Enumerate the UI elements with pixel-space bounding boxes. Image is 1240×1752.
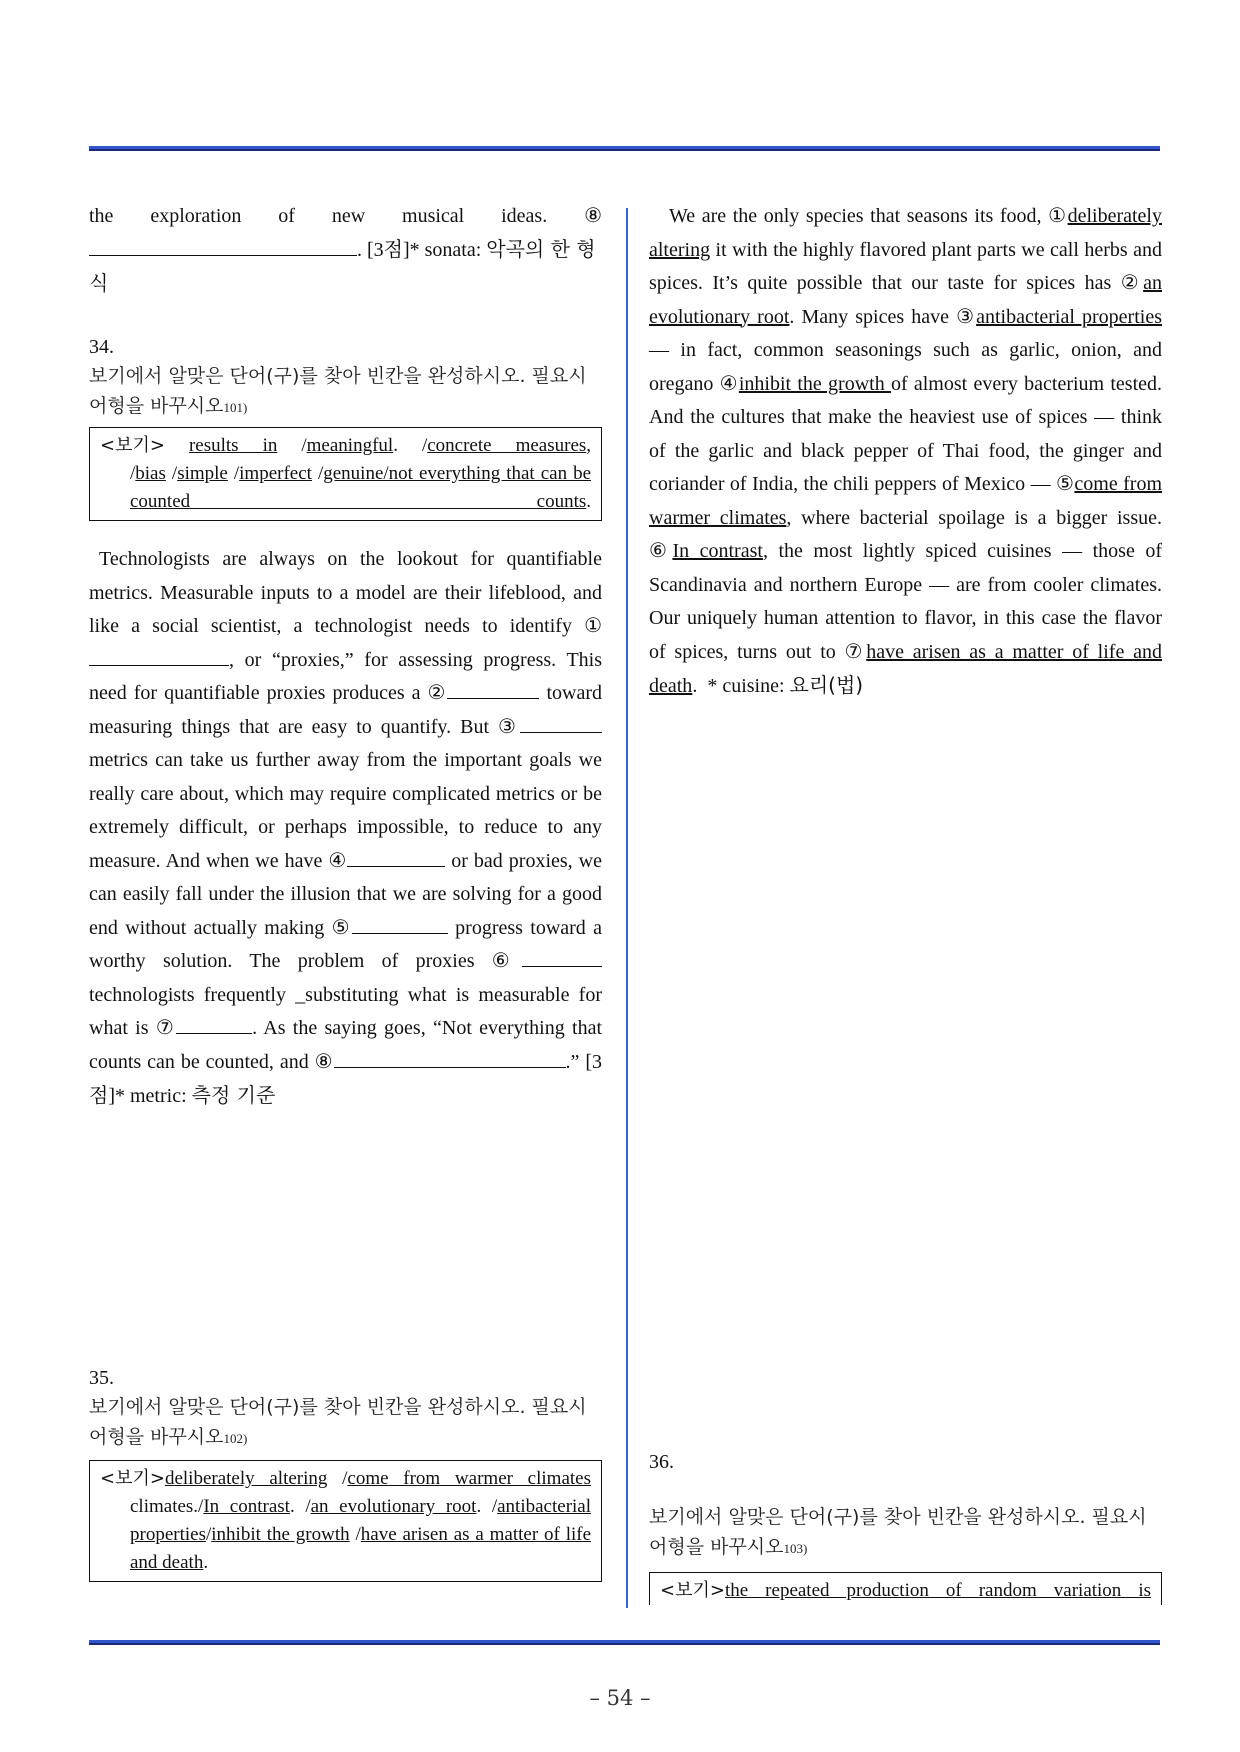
question-number: 34. xyxy=(89,336,114,358)
left-column xyxy=(89,200,603,1573)
option: antibacterial properties xyxy=(130,1496,592,1545)
header-rule xyxy=(89,146,1160,151)
blank-7[interactable] xyxy=(176,1015,252,1034)
sonata-gloss: 악곡의 한 형식 xyxy=(89,237,596,295)
question-35 xyxy=(89,1364,602,1582)
question-instruction: 보기에서 알맞은 단어(구)를 찾아 빈칸을 완성하시오. 필요시 어형을 바꾸시오103) xyxy=(649,1506,1147,1558)
blank-6[interactable] xyxy=(522,948,602,967)
option: bias xyxy=(135,463,166,484)
metric-gloss: 측정 기준 xyxy=(191,1083,276,1107)
option: imperfect xyxy=(239,463,312,484)
blank-5[interactable] xyxy=(352,915,448,934)
question-34 xyxy=(89,333,602,1114)
passage-35: We are the only species that seasons its food, ①deliberately altering it with the highly flavored plant parts we call herbs and spices. It’s quite possible that our taste for spices has ②an evolutionary root. Many spices have ③antibacterial properties — in fact, common seasonings such as garlic, onion, and oregano ④inhibit the growth of almost every bacterium tested. And the cultures that make the heaviest use of spices — think of the garlic and black pepper of Thai food, the ginger and coriander of India, the chili peppers of Mexico — ⑤come from warmer climates, where bacterial spoilage is a bigger issue. ⑥In contrast, the most lightly spiced cuisines — those of Scandinavia and northern Europe — are from cooler climates. Our uniquely human attention to flavor, in this case the flavor of spices, turns out to ⑦have arisen as a matter of life and death. * cuisine: 요리(법) xyxy=(649,205,1163,697)
option-box: <보기> results in /meaningful. /concrete measures, /bias /simple /imperfect /genuine/not everything that can be counted counts. xyxy=(89,427,602,521)
option: an evolutionary root xyxy=(310,1496,477,1517)
continued-passage-end: the exploration of new musical ideas. ⑧ . [3점]* sonata: 악곡의 한 형식 xyxy=(89,205,603,295)
blank-1[interactable] xyxy=(89,647,229,666)
blank-4[interactable] xyxy=(347,848,445,867)
option: concrete measures xyxy=(427,435,587,456)
footer-rule xyxy=(89,1640,1160,1645)
right-column xyxy=(649,200,1163,1601)
option: In contrast xyxy=(203,1496,290,1517)
option: have arisen as a matter of life and death xyxy=(130,1524,592,1573)
option: deliberately altering xyxy=(164,1468,328,1489)
option: come from warmer climates xyxy=(347,1468,591,1489)
column-divider xyxy=(626,208,628,1608)
option: the repeated production of random variation is xyxy=(724,1580,1151,1601)
option-box: <보기>deliberately altering /come from warmer climates climates./In contrast. /an evolutionary root. /antibacterial properties/inhibit the growth /have arisen as a matter of life and death. xyxy=(89,1460,602,1582)
blank-3[interactable] xyxy=(520,714,602,733)
passage-34: Technologists are always on the lookout for quantifiable metrics. Measurable inputs to a model are their lifeblood, and like a social scientist, a technologist needs to identify ①, or “proxies,” for assessing progress. This need for quantifiable proxies produces a ② toward measuring things that are easy to quantify. But ③ metrics can take us further away from the important goals we really care about, which may require complicated metrics or be extremely difficult, or perhaps impossible, to reduce to any measure. And when we have ④ or bad proxies, we can easily fall under the illusion that we are solving for a good end without actually making ⑤ progress toward a worthy solution. The problem of proxies ⑥ technologists frequently _substituting what is measurable for what is ⑦ . As the saying goes, “Not everything that counts can be counted, and ⑧ .” [3점]* metric: 측정 기준 xyxy=(89,548,603,1107)
option: genuine/not everything that can be counted counts xyxy=(130,463,592,512)
blank-2[interactable] xyxy=(447,680,539,699)
question-instruction: 보기에서 알맞은 단어(구)를 찾아 빈칸을 완성하시오. 필요시 어형을 바꾸시오101) xyxy=(89,365,587,417)
page-number: – 54 – xyxy=(589,1686,651,1710)
question-36 xyxy=(649,1448,1162,1605)
question-number: 36. xyxy=(649,1451,674,1473)
option: meaningful xyxy=(306,435,394,456)
question-number: 35. xyxy=(89,1367,114,1389)
option: simple xyxy=(177,463,228,484)
blank-8[interactable] xyxy=(334,1049,566,1068)
blank-8[interactable] xyxy=(89,237,357,256)
option: inhibit the growth xyxy=(211,1524,350,1545)
option: results in xyxy=(188,435,278,456)
question-instruction: 보기에서 알맞은 단어(구)를 찾아 빈칸을 완성하시오. 필요시 어형을 바꾸시오102) xyxy=(89,1396,587,1448)
option-box: <보기>the repeated production of random variation is xyxy=(649,1572,1162,1605)
cuisine-gloss: 요리(법) xyxy=(789,673,864,697)
